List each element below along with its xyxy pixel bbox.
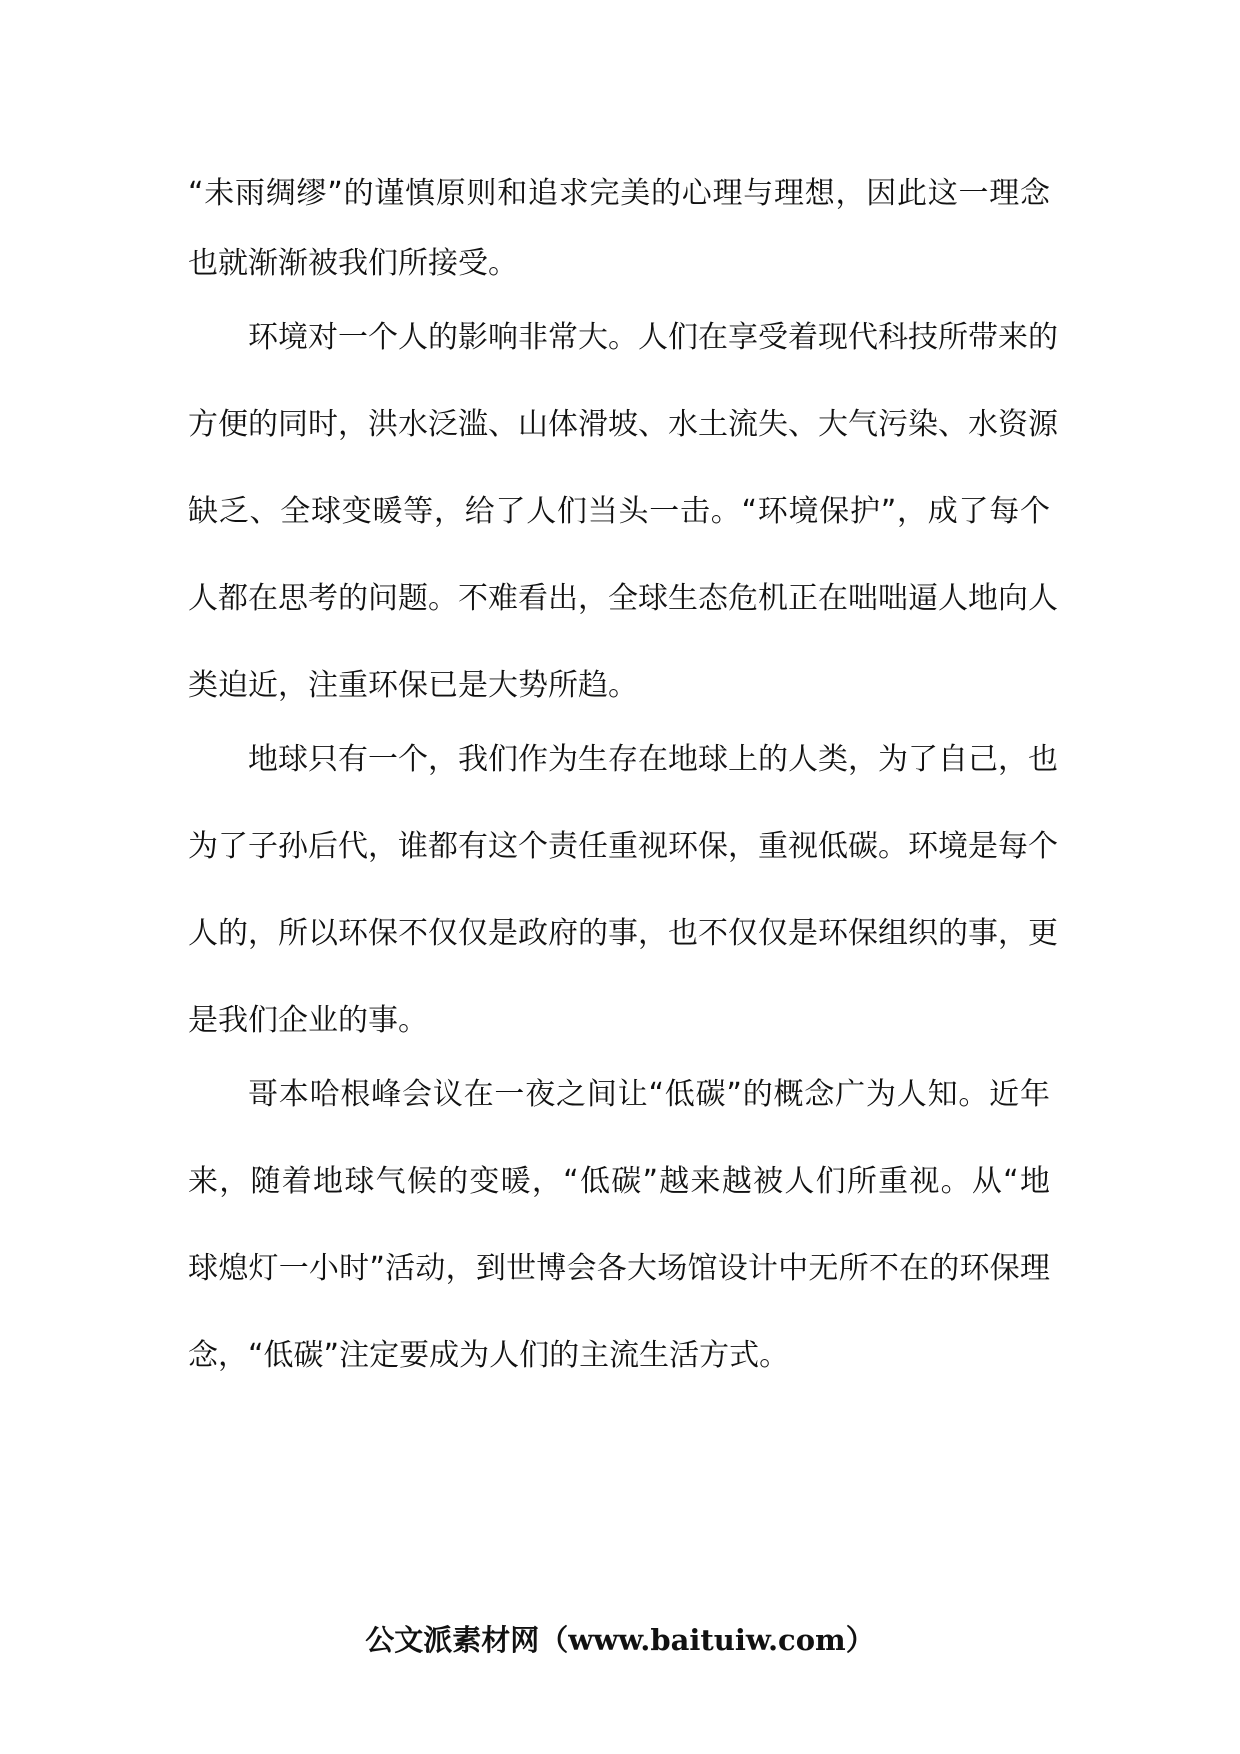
text-line: “未雨绸缪”的谨慎原则和追求完美的心理与理想，因此这一理念 [188, 176, 1050, 211]
paragraph-first-line: 环境对一个人的影响非常大。人们在享受着现代科技所带来的 [248, 320, 1058, 355]
text-line: 类迫近，注重环保已是大势所趋。 [188, 668, 638, 703]
text-line: 也就渐渐被我们所接受。 [188, 246, 518, 281]
text-line: 球熄灯一小时”活动，到世博会各大场馆设计中无所不在的环保理 [188, 1251, 1050, 1286]
text-line: 为了子孙后代，谁都有这个责任重视环保，重视低碳。环境是每个 [188, 829, 1058, 864]
paragraph-first-line: 哥本哈根峰会议在一夜之间让“低碳”的概念广为人知。近年 [248, 1077, 1050, 1112]
text-line: 方便的同时，洪水泛滥、山体滑坡、水土流失、大气污染、水资源 [188, 407, 1058, 442]
paragraph-first-line: 地球只有一个，我们作为生存在地球上的人类，为了自己，也 [248, 742, 1058, 777]
footer-watermark: 公文派素材网（www.baituiw.com） [365, 1623, 875, 1657]
text-line: 人都在思考的问题。不难看出，全球生态危机正在咄咄逼人地向人 [188, 581, 1058, 616]
text-line: 来，随着地球气候的变暖，“低碳”越来越被人们所重视。从“地 [188, 1164, 1050, 1199]
text-line: 念，“低碳”注定要成为人们的主流生活方式。 [188, 1338, 790, 1373]
text-line: 是我们企业的事。 [188, 1003, 428, 1038]
text-line: 缺乏、全球变暖等，给了人们当头一击。“环境保护”，成了每个 [188, 494, 1050, 529]
text-line: 人的，所以环保不仅仅是政府的事，也不仅仅是环保组织的事，更 [188, 916, 1058, 951]
